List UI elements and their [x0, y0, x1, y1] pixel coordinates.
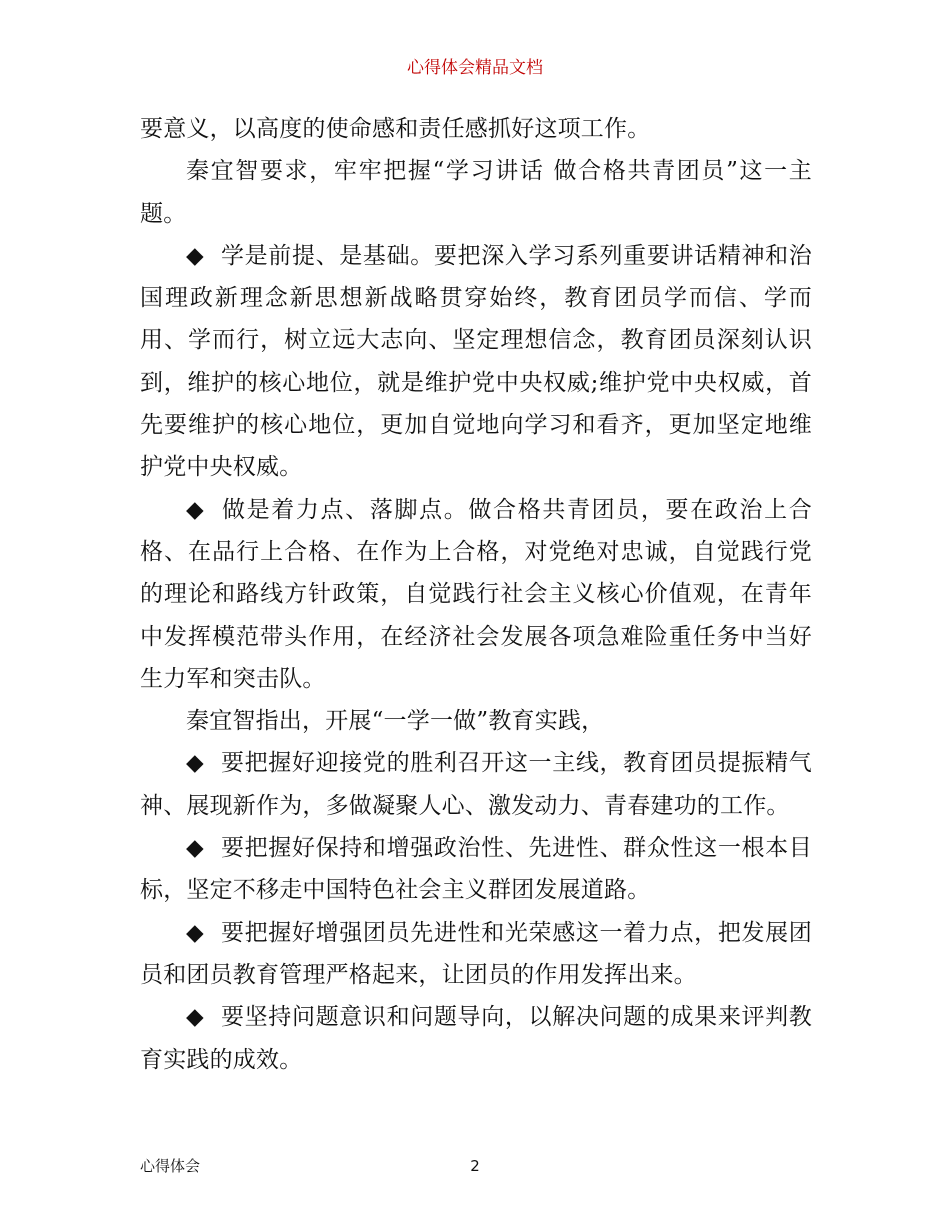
paragraph-text: 要把握好增强团员先进性和光荣感这一着力点，把发展团员和团员教育管理严格起来，让团员的作用发挥出来。 — [140, 919, 812, 988]
diamond-bullet-icon: ◆ — [186, 242, 204, 269]
paragraph — [140, 700, 812, 742]
bullet-paragraph — [140, 742, 812, 827]
diamond-bullet-icon: ◆ — [186, 1004, 204, 1031]
diamond-bullet-icon: ◆ — [186, 496, 204, 523]
paragraph-text: 秦宜智要求，牢牢把握“学习讲话 做合格共青团员”这一主题。 — [140, 158, 812, 227]
footer-label: 心得体会 — [140, 1157, 201, 1175]
bullet-paragraph — [140, 912, 812, 997]
bullet-paragraph — [140, 235, 812, 489]
paragraph-text: 要把握好迎接党的胜利召开这一主线，教育团员提振精气神、展现新作为，多做凝聚人心、激发动力、青春建功的工作。 — [140, 750, 812, 819]
paragraph — [140, 150, 812, 235]
paragraph-text: 要坚持问题意识和问题导向，以解决问题的成果来评判教育实践的成效。 — [140, 1004, 812, 1073]
page-header-title: 心得体会精品文档 — [407, 58, 543, 78]
paragraph — [140, 108, 812, 150]
paragraph-text: 学是前提、是基础。要把深入学习系列重要讲话精神和治国理政新理念新思想新战略贯穿始终，教育团员学而信、学而用、学而行，树立远大志向、坚定理想信念，教育团员深刻认识到，维护的核心地位，就是维护党中央权威;维护党中央权威，首先要维护的核心地位，更加自觉地向学习和看齐，更加坚定地维护党中央权威。 — [140, 242, 812, 481]
diamond-bullet-icon: ◆ — [186, 835, 204, 862]
diamond-bullet-icon: ◆ — [186, 750, 204, 777]
bullet-paragraph — [140, 489, 812, 700]
paragraph-text: 做是着力点、落脚点。做合格共青团员，要在政治上合格、在品行上合格、在作为上合格，对党绝对忠诚，自觉践行党的理论和路线方针政策，自觉践行社会主义核心价值观，在青年中发挥模范带头作用，在经济社会发展各项急难险重任务中当好生力军和突击队。 — [140, 496, 812, 692]
page-number: 2 — [470, 1157, 480, 1175]
paragraph-text: 秦宜智指出，开展“一学一做”教育实践， — [186, 708, 605, 735]
paragraph-text: 要意义，以高度的使命感和责任感抓好这项工作。 — [140, 116, 651, 142]
paragraph-text: 要把握好保持和增强政治性、先进性、群众性这一根本目标，坚定不移走中国特色社会主义群团发展道路。 — [140, 835, 812, 904]
bullet-paragraph — [140, 827, 812, 912]
bullet-paragraph — [140, 996, 812, 1081]
diamond-bullet-icon: ◆ — [186, 919, 204, 946]
document-body — [140, 108, 812, 1081]
